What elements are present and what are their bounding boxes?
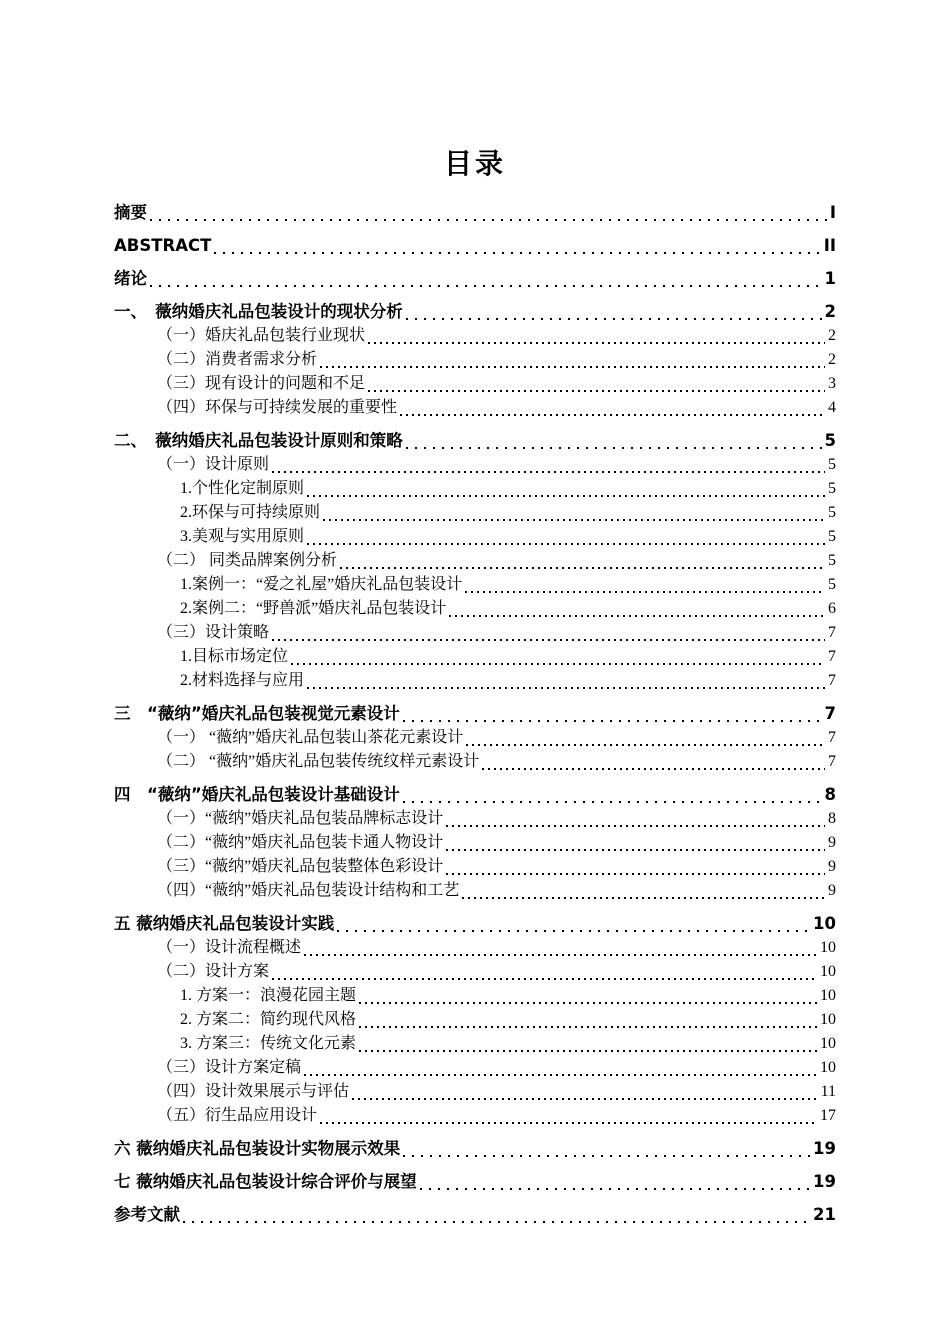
toc-entry-label[interactable]: （二） 同类品牌案例分析: [157, 552, 338, 569]
toc-entry-label[interactable]: （五）衍生品应用设计: [157, 1107, 318, 1124]
toc-entry[interactable]: [114, 1202, 836, 1227]
toc-entry-page: 5: [828, 504, 836, 521]
toc-entry[interactable]: [114, 984, 836, 1008]
toc-entry[interactable]: [114, 936, 836, 960]
toc-leader-dots: [214, 252, 820, 254]
toc-leader-dots: [183, 1221, 810, 1223]
toc-entry-page: 9: [828, 882, 836, 899]
toc-entry-page: 6: [828, 600, 836, 617]
toc-entry[interactable]: [114, 428, 836, 453]
toc-entry-page: 8: [824, 785, 836, 804]
toc-leader-dots: [150, 219, 827, 221]
toc-entry[interactable]: [114, 573, 836, 597]
toc-entry[interactable]: [114, 1008, 836, 1032]
toc-entry[interactable]: [114, 782, 836, 807]
toc-leader-dots: [482, 768, 825, 770]
toc-entry-label[interactable]: 参考文献: [114, 1205, 180, 1224]
toc-leader-dots: [359, 1050, 817, 1052]
toc-entry[interactable]: [114, 549, 836, 573]
toc-entry-page: 10: [820, 1059, 836, 1076]
toc-entry-page: 17: [820, 1107, 836, 1124]
toc-entry-page: I: [829, 203, 836, 222]
toc-entry[interactable]: [114, 879, 836, 903]
toc-entry-label[interactable]: 五 薇纳婚庆礼品包装设计实践: [114, 914, 335, 933]
toc-entry-label[interactable]: 2.环保与可持续原则: [180, 504, 321, 521]
toc-entry-label[interactable]: 1.目标市场定位: [180, 648, 289, 665]
toc-entry-label[interactable]: （三）设计策略: [157, 624, 270, 641]
toc-leader-dots: [406, 447, 822, 449]
toc-entry-page: 5: [828, 528, 836, 545]
toc-leader-dots: [465, 591, 825, 593]
toc-entry[interactable]: [114, 1104, 836, 1128]
toc-leader-dots: [403, 1155, 810, 1157]
toc-entry[interactable]: [114, 477, 836, 501]
toc-entry-page: 19: [813, 1172, 836, 1191]
toc-leader-dots: [446, 873, 825, 875]
toc-entry-label[interactable]: （三）现有设计的问题和不足: [157, 375, 366, 392]
toc-entry-page: 10: [820, 987, 836, 1004]
toc-entry-label[interactable]: 1. 方案一：浪漫花园主题: [180, 987, 357, 1004]
toc-entry-label[interactable]: （一）“薇纳”婚庆礼品包装品牌标志设计: [157, 810, 444, 827]
toc-leader-dots: [359, 1026, 817, 1028]
toc-leader-dots: [272, 978, 817, 980]
toc-entry-page: 7: [828, 753, 836, 770]
toc-entry[interactable]: [114, 266, 836, 291]
toc-leader-dots: [446, 825, 825, 827]
toc-leader-dots: [291, 663, 825, 665]
toc-entry[interactable]: [114, 396, 836, 420]
toc-leader-dots: [272, 471, 825, 473]
toc-entry[interactable]: [114, 1136, 836, 1161]
toc-entry[interactable]: [114, 645, 836, 669]
toc-entry[interactable]: [114, 372, 836, 396]
toc-entry[interactable]: [114, 621, 836, 645]
toc-leader-dots: [466, 744, 825, 746]
toc-entry-page: 2: [824, 302, 836, 321]
toc-entry-label[interactable]: （四）环保与可持续发展的重要性: [157, 399, 398, 416]
toc-entry-label[interactable]: 一、 薇纳婚庆礼品包装设计的现状分析: [114, 302, 403, 321]
toc-leader-dots: [368, 342, 825, 344]
toc-leader-dots: [320, 1122, 817, 1124]
toc-entry-label[interactable]: ABSTRACT: [114, 236, 212, 255]
toc-leader-dots: [403, 801, 822, 803]
toc-entry[interactable]: [114, 1056, 836, 1080]
toc-entry-label[interactable]: 3. 方案三：传统文化元素: [180, 1035, 357, 1052]
toc-entry-label[interactable]: （四）“薇纳”婚庆礼品包装设计结构和工艺: [157, 882, 460, 899]
toc-leader-dots: [420, 1188, 810, 1190]
toc-entry-page: 10: [820, 939, 836, 956]
toc-entry-page: 21: [813, 1205, 836, 1224]
toc-entry[interactable]: [114, 525, 836, 549]
toc-entry[interactable]: [114, 831, 836, 855]
toc-entry-label[interactable]: （四）设计效果展示与评估: [157, 1083, 350, 1100]
toc-entry[interactable]: [114, 701, 836, 726]
toc-entry[interactable]: [114, 1169, 836, 1194]
toc-entry-page: 7: [828, 648, 836, 665]
toc-entry-page: 10: [820, 963, 836, 980]
toc-entry-page: 5: [828, 480, 836, 497]
toc-entry-label[interactable]: 二、 薇纳婚庆礼品包装设计原则和策略: [114, 431, 403, 450]
toc-entry-label[interactable]: 四 “薇纳”婚庆礼品包装设计基础设计: [114, 785, 400, 804]
toc-entry-label[interactable]: （二）消费者需求分析: [157, 351, 318, 368]
toc-entry[interactable]: [114, 324, 836, 348]
toc-leader-dots: [403, 720, 822, 722]
toc-entry-page: 10: [813, 914, 836, 933]
toc-entry[interactable]: [114, 911, 836, 936]
toc-leader-dots: [340, 567, 825, 569]
toc-entry-label[interactable]: 绪论: [114, 269, 147, 288]
toc-leader-dots: [359, 1002, 817, 1004]
toc-entry-label[interactable]: （一）设计流程概述: [157, 939, 302, 956]
toc-entry-page: 4: [828, 399, 836, 416]
toc-entry[interactable]: [114, 855, 836, 879]
toc-entry[interactable]: [114, 1032, 836, 1056]
toc-entry[interactable]: [114, 299, 836, 324]
toc-leader-dots: [337, 930, 810, 932]
toc-entry-label[interactable]: 2.材料选择与应用: [180, 672, 305, 689]
toc-leader-dots: [307, 687, 825, 689]
toc-leader-dots: [323, 519, 825, 521]
toc-entry-label[interactable]: （二）“薇纳”婚庆礼品包装卡通人物设计: [157, 834, 444, 851]
toc-leader-dots: [400, 414, 825, 416]
toc-entry-page: 2: [828, 351, 836, 368]
toc-entry-page: 5: [828, 576, 836, 593]
toc-leader-dots: [150, 285, 822, 287]
toc-entry-page: 8: [828, 810, 836, 827]
toc-entry-label[interactable]: 1.个性化定制原则: [180, 480, 305, 497]
toc-entry-label[interactable]: （一）设计原则: [157, 456, 270, 473]
toc-leader-dots: [462, 897, 825, 899]
toc-leader-dots: [368, 390, 825, 392]
toc-entry[interactable]: [114, 807, 836, 831]
toc-list: [114, 200, 836, 1227]
toc-entry-page: 3: [828, 375, 836, 392]
toc-entry[interactable]: [114, 669, 836, 693]
toc-leader-dots: [320, 366, 825, 368]
toc-entry-page: 5: [828, 456, 836, 473]
toc-leader-dots: [352, 1098, 818, 1100]
toc-entry-label[interactable]: （三）“薇纳”婚庆礼品包装整体色彩设计: [157, 858, 444, 875]
toc-entry-page: 7: [828, 624, 836, 641]
toc-entry-label[interactable]: 2.案例二：“野兽派”婚庆礼品包装设计: [180, 600, 447, 617]
toc-entry-page: 5: [828, 552, 836, 569]
toc-entry-page: 19: [813, 1139, 836, 1158]
toc-leader-dots: [307, 495, 825, 497]
toc-entry[interactable]: [114, 348, 836, 372]
toc-entry-page: 11: [820, 1083, 836, 1100]
toc-entry-label[interactable]: 3.美观与实用原则: [180, 528, 305, 545]
toc-entry-label[interactable]: （二） “薇纳”婚庆礼品包装传统纹样元素设计: [157, 753, 480, 770]
toc-entry-label[interactable]: 七 薇纳婚庆礼品包装设计综合评价与展望: [114, 1172, 417, 1191]
toc-entry[interactable]: [114, 597, 836, 621]
toc-entry[interactable]: [114, 1080, 836, 1104]
toc-entry-page: 5: [824, 431, 836, 450]
toc-leader-dots: [272, 639, 825, 641]
toc-entry-label[interactable]: （三）设计方案定稿: [157, 1059, 302, 1076]
toc-entry[interactable]: [114, 453, 836, 477]
toc-entry-page: 7: [828, 729, 836, 746]
toc-entry-label[interactable]: （二）设计方案: [157, 963, 270, 980]
toc-entry[interactable]: [114, 233, 836, 258]
toc-entry-page: 2: [828, 327, 836, 344]
toc-entry-label[interactable]: 摘要: [114, 203, 147, 222]
toc-entry[interactable]: [114, 750, 836, 774]
toc-entry[interactable]: [114, 501, 836, 525]
toc-entry-page: 1: [824, 269, 836, 288]
toc-entry-label[interactable]: 三 “薇纳”婚庆礼品包装视觉元素设计: [114, 704, 400, 723]
toc-entry-page: 9: [828, 858, 836, 875]
toc-entry-label[interactable]: 六 薇纳婚庆礼品包装设计实物展示效果: [114, 1139, 401, 1158]
toc-entry-label[interactable]: 1.案例一：“爱之礼屋”婚庆礼品包装设计: [180, 576, 463, 593]
toc-entry-page: 7: [828, 672, 836, 689]
toc-entry-page: 9: [828, 834, 836, 851]
toc-leader-dots: [304, 954, 817, 956]
toc-title: 目录: [443, 147, 506, 180]
toc-entry-page: II: [823, 236, 836, 255]
toc-leader-dots: [304, 1074, 817, 1076]
toc-leader-dots: [307, 543, 825, 545]
toc-entry-label[interactable]: （一）婚庆礼品包装行业现状: [157, 327, 366, 344]
toc-entry-label[interactable]: 2. 方案二：简约现代风格: [180, 1011, 357, 1028]
toc-leader-dots: [406, 318, 822, 320]
toc-entry-label[interactable]: （一） “薇纳”婚庆礼品包装山茶花元素设计: [157, 729, 464, 746]
toc-leader-dots: [446, 849, 825, 851]
toc-entry[interactable]: [114, 726, 836, 750]
toc-entry[interactable]: [114, 960, 836, 984]
toc-entry-page: 10: [820, 1035, 836, 1052]
toc-entry[interactable]: [114, 200, 836, 225]
toc-leader-dots: [449, 615, 825, 617]
toc-entry-page: 7: [824, 704, 836, 723]
toc-entry-page: 10: [820, 1011, 836, 1028]
